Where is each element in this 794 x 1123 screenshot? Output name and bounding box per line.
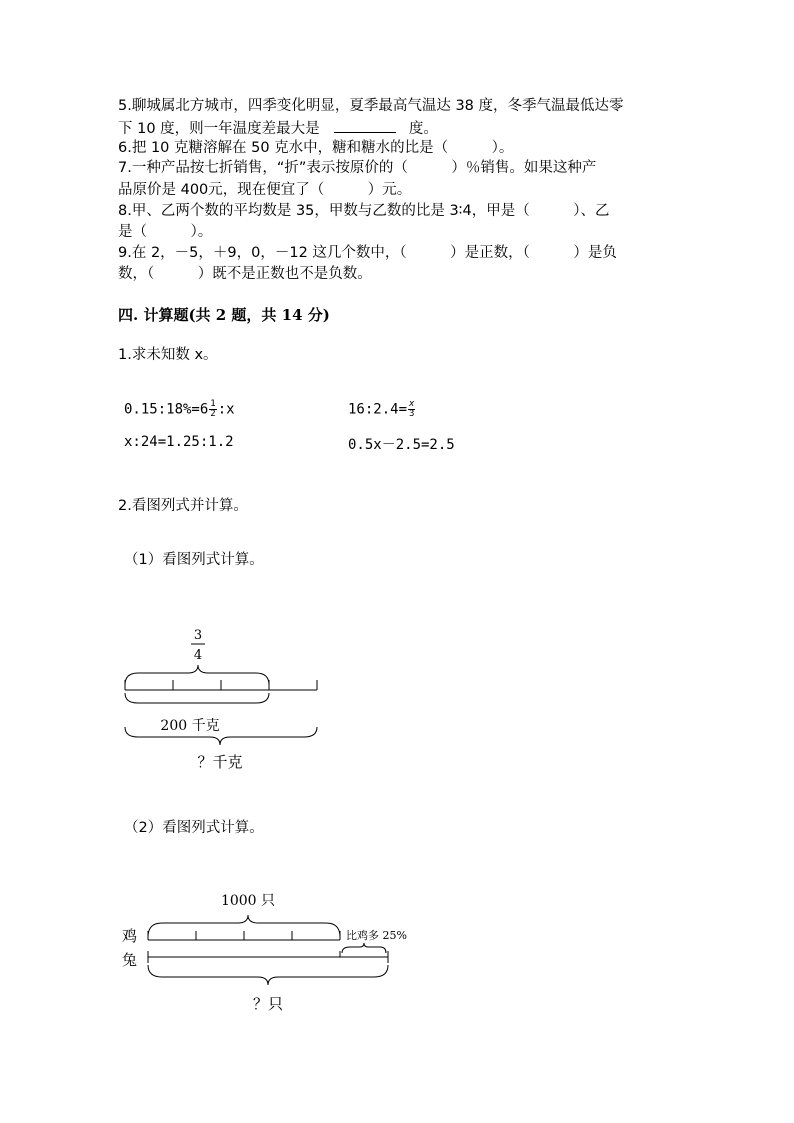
diagram1-bottom-brace bbox=[125, 727, 317, 745]
diagram-2 bbox=[110, 885, 440, 1020]
q7-line1: 7.一种产品按七折销售，“折”表示按原价的（ ）％销售。如果这种产 bbox=[118, 160, 597, 176]
subproblem1-title: （1）看图列式计算。 bbox=[124, 552, 264, 568]
q5-line2 bbox=[118, 118, 438, 139]
eq1-frac-num: 1 bbox=[210, 399, 216, 409]
diagram1-frac-num: 3 bbox=[193, 628, 203, 643]
diagram1-question-label: ？千克 bbox=[197, 753, 243, 771]
diagram1-total-label: 200 千克 bbox=[160, 718, 220, 734]
equation-1 bbox=[124, 400, 235, 419]
eq1-prefix: 0.15:18%=6 bbox=[124, 401, 209, 418]
eq2-fraction bbox=[408, 400, 415, 419]
q8-line1: 8.甲、乙两个数的平均数是 35，甲数与乙数的比是 3∶4，甲是（ ）、乙 bbox=[118, 203, 610, 219]
equation-2 bbox=[348, 400, 416, 419]
diagram2-chicken-label: 鸡 bbox=[122, 927, 138, 945]
diagram2-more-label: 比鸡多 25% bbox=[346, 929, 407, 942]
eq1-frac-den: 2 bbox=[210, 409, 216, 419]
q7-line2: 品原价是 400元，现在便宜了（ ）元。 bbox=[118, 182, 412, 198]
eq2-frac-den: 3 bbox=[409, 409, 415, 419]
eq1-suffix: :x bbox=[217, 401, 235, 418]
diagram1-mid-brace bbox=[125, 693, 269, 703]
diagram-1 bbox=[110, 615, 340, 780]
eq2-frac-num: x bbox=[409, 399, 415, 409]
eq2-prefix: 16:2.4= bbox=[348, 401, 408, 418]
eq1-fraction bbox=[209, 400, 216, 419]
problem2-title: 2.看图列式并计算。 bbox=[118, 498, 248, 514]
q5-answer-blank bbox=[334, 118, 396, 133]
diagram2-top-label: 1000 只 bbox=[220, 893, 276, 909]
q5-line1: 5.聊城属北方城市，四季变化明显，夏季最高气温达 38 度，冬季气温最低达零 bbox=[118, 98, 624, 114]
equation-3: x:24=1.25:1.2 bbox=[124, 434, 234, 450]
problem1-title: 1.求未知数 x。 bbox=[118, 347, 218, 363]
q5-text-a: 下 10 度，则一年温度差最大是 bbox=[118, 121, 320, 137]
diagram2-extra-brace bbox=[342, 943, 386, 953]
subproblem2-title: （2）看图列式计算。 bbox=[124, 820, 264, 836]
q9-line2: 数，（ ）既不是正数也不是负数。 bbox=[118, 266, 372, 282]
section-heading: 四. 计算题(共 2 题，共 14 分) bbox=[118, 306, 330, 324]
equation-4: 0.5x－2.5=2.5 bbox=[348, 437, 455, 453]
diagram2-question-label: ？只 bbox=[252, 995, 284, 1013]
diagram2-rabbit-label: 兔 bbox=[122, 951, 138, 969]
diagram1-frac-den: 4 bbox=[193, 648, 203, 663]
q5-text-b: 度。 bbox=[408, 121, 438, 137]
diagram1-top-brace bbox=[125, 665, 269, 685]
diagram2-bottom-brace bbox=[148, 965, 388, 985]
q9-line1: 9.在 2，－5，＋9，0，－12 这几个数中，（ ）是正数，（ ）是负 bbox=[118, 245, 617, 261]
q8-line2: 是（ ）。 bbox=[118, 224, 213, 240]
q6-line: 6.把 10 克糖溶解在 50 克水中，糖和糖水的比是（ ）。 bbox=[118, 140, 514, 156]
